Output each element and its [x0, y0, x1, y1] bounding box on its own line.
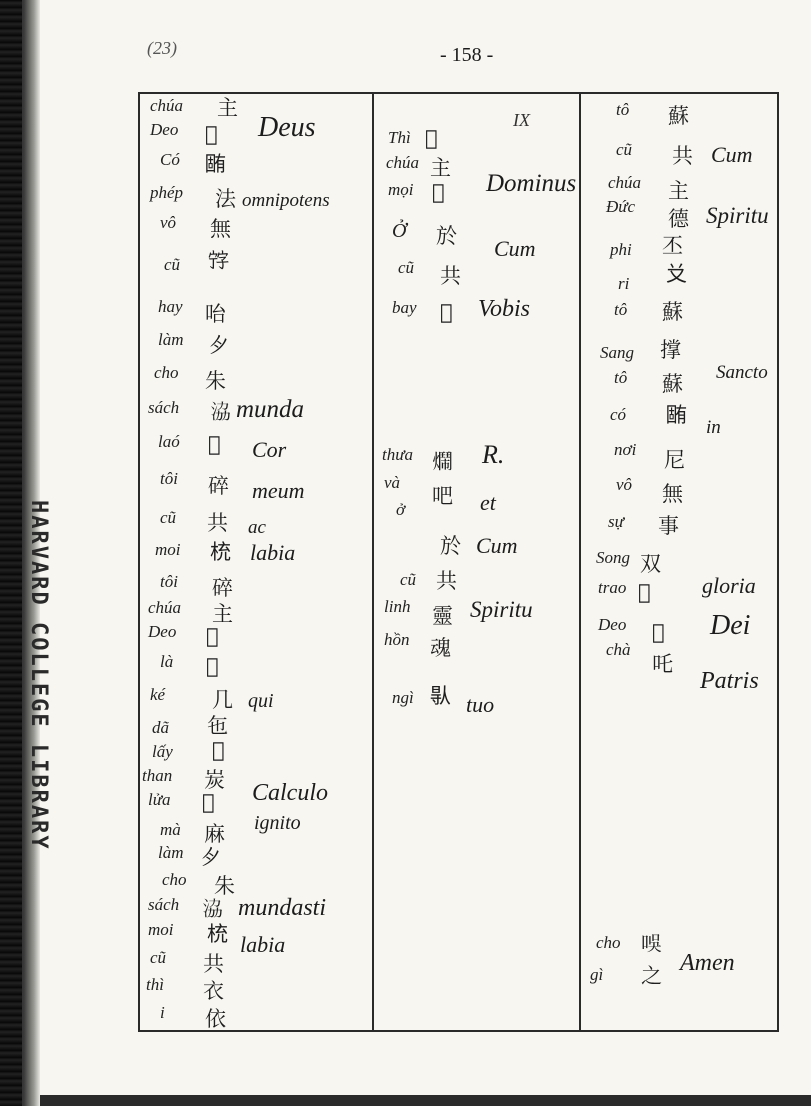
latin-word: meum	[252, 478, 305, 503]
vietnamese-word: nơi	[614, 440, 637, 459]
latin-word: munda	[236, 396, 305, 423]
binding-spine	[0, 0, 22, 1106]
vietnamese-word: chúa	[386, 153, 420, 172]
latin-word: mundasti	[238, 895, 327, 921]
vietnamese-word: là	[160, 652, 174, 671]
chinese-character: 撑	[660, 338, 681, 362]
vietnamese-word: có	[610, 405, 627, 424]
chinese-character: 法	[215, 187, 236, 211]
chinese-character: 炭	[204, 768, 225, 792]
chinese-character: 麻	[204, 822, 225, 846]
vietnamese-word: mà	[160, 820, 181, 839]
table-bottom-rule	[138, 1030, 779, 1032]
chinese-character: 衣	[203, 979, 224, 1003]
chinese-character: 𫜵	[200, 845, 221, 869]
vietnamese-word: trao	[598, 578, 627, 597]
table-left-rule	[138, 92, 140, 1032]
latin-word: Deus	[258, 112, 316, 143]
chinese-character: 事	[658, 514, 679, 538]
latin-word: in	[706, 417, 721, 438]
chinese-character: 魂	[430, 636, 451, 660]
chinese-character: 共	[207, 511, 228, 535]
chinese-character: 德	[668, 207, 689, 231]
vietnamese-word: chúa	[150, 96, 184, 115]
chinese-character: 𢀨	[652, 620, 665, 644]
chinese-character: 碎	[212, 576, 233, 600]
vietnamese-word: sự	[608, 512, 624, 531]
latin-word: et	[480, 490, 496, 515]
chinese-character: 𤈜	[202, 790, 215, 814]
chinese-character: 無	[662, 482, 683, 506]
latin-word: Vobis	[478, 296, 531, 322]
vietnamese-word: Song	[596, 548, 630, 567]
latin-word: gloria	[702, 573, 756, 598]
chinese-character: 𣴚	[202, 897, 223, 921]
chinese-character: 依	[205, 1007, 226, 1031]
vietnamese-word: Deo	[150, 120, 179, 139]
chinese-character: 𠊛	[430, 684, 451, 708]
chinese-character: 咍	[205, 302, 226, 326]
latin-word: Calculo	[252, 780, 328, 806]
vietnamese-word: tôi	[160, 572, 178, 591]
vietnamese-word: than	[142, 766, 173, 785]
chinese-character: 𣎏	[666, 403, 687, 427]
vietnamese-word: ở	[396, 500, 406, 519]
chinese-character: 𡨸	[208, 248, 229, 272]
chinese-character: 𣑁	[210, 540, 231, 564]
folio-mark: (23)	[147, 38, 177, 58]
vietnamese-word: và	[384, 473, 401, 492]
chinese-character: 蘇	[662, 300, 683, 324]
chinese-character: 主	[212, 602, 233, 626]
chinese-character: 𢀨	[205, 122, 218, 146]
chinese-character: 共	[440, 264, 461, 288]
chinese-character: 主	[430, 156, 451, 180]
latin-word: Dei	[710, 610, 751, 641]
vietnamese-word: vô	[616, 475, 633, 494]
chinese-character: 𥙩	[212, 738, 225, 762]
latin-word: labia	[250, 540, 296, 565]
vietnamese-word: cũ	[160, 508, 177, 527]
vietnamese-word: cũ	[150, 948, 167, 967]
chinese-character: 𠱐	[641, 932, 662, 956]
latin-word: Cum	[476, 533, 518, 558]
chinese-character: 尼	[664, 448, 685, 472]
chinese-character: 𣎏	[205, 152, 226, 176]
vietnamese-word: bay	[392, 298, 417, 317]
latin-word: Cor	[252, 437, 287, 462]
latin-word: Patris	[700, 668, 759, 694]
vietnamese-word: cho	[162, 870, 187, 889]
vietnamese-word: gì	[590, 965, 604, 984]
vietnamese-word: dã	[152, 718, 169, 737]
vietnamese-word: chà	[606, 640, 631, 659]
vietnamese-word: moi	[155, 540, 181, 559]
chinese-character: 朱	[205, 369, 226, 393]
latin-word: Dominus	[486, 170, 577, 197]
latin-word: R.	[482, 440, 505, 469]
vietnamese-word: vô	[160, 213, 177, 232]
chinese-character: 𡲤	[638, 580, 651, 604]
latin-word: Spiritu	[706, 203, 769, 228]
vietnamese-word: Đức	[606, 197, 636, 216]
chinese-character: 共	[203, 952, 224, 976]
chinese-character: 主	[668, 179, 689, 203]
chinese-character: 𤳇	[440, 300, 453, 324]
chinese-character: 𣑁	[207, 922, 228, 946]
latin-word: labia	[240, 932, 286, 957]
vietnamese-word: tô	[614, 368, 628, 387]
chinese-character: 双	[640, 552, 661, 576]
latin-word: Amen	[680, 950, 735, 976]
chinese-character: 之	[641, 964, 662, 988]
vietnamese-word: lửa	[148, 790, 171, 809]
chinese-character: 𢀨	[432, 180, 445, 204]
vietnamese-word: tô	[614, 300, 628, 319]
chinese-character: 𤐛	[432, 450, 453, 474]
chinese-character: 主	[217, 96, 238, 120]
vietnamese-word: thưa	[382, 445, 413, 464]
latin-word: qui	[248, 690, 274, 712]
vietnamese-word: hay	[158, 297, 183, 316]
vietnamese-word: moi	[148, 920, 174, 939]
vietnamese-word: cũ	[164, 255, 181, 274]
chinese-character: 吒	[652, 652, 673, 676]
chinese-character: 共	[436, 569, 457, 593]
vietnamese-word: thì	[146, 975, 164, 994]
vietnamese-word: lấy	[152, 742, 173, 761]
column-2-mark: IX	[513, 110, 530, 130]
vietnamese-word: chúa	[608, 173, 642, 192]
chinese-character: 吧	[432, 484, 453, 508]
chinese-character: 朱	[214, 874, 235, 898]
chinese-character: 𠬠	[666, 262, 687, 286]
latin-word: tuo	[466, 692, 495, 717]
vietnamese-word: cho	[154, 363, 179, 382]
column-divider-2	[579, 92, 581, 1032]
vietnamese-word: Sang	[600, 343, 634, 362]
vietnamese-word: ngì	[392, 688, 414, 707]
chinese-character: 㐌	[207, 714, 228, 738]
vietnamese-word: chúa	[148, 598, 182, 617]
chinese-character: 共	[672, 144, 693, 168]
vietnamese-word: làm	[158, 843, 184, 862]
vietnamese-word: laó	[158, 432, 180, 451]
vietnamese-word: tô	[616, 100, 630, 119]
vietnamese-word: cũ	[400, 570, 417, 589]
chinese-character: 𢀨	[206, 624, 219, 648]
vietnamese-word: phi	[610, 240, 632, 259]
vietnamese-word: sách	[148, 895, 180, 914]
latin-word: Cum	[494, 236, 536, 261]
column-divider-1	[372, 92, 374, 1032]
chinese-character: 𣴚	[210, 400, 231, 424]
latin-word: ac	[248, 517, 266, 538]
chinese-character: 蘇	[662, 372, 683, 396]
chinese-character: 𪜀	[206, 654, 219, 678]
chinese-character: 碎	[208, 474, 229, 498]
vietnamese-word: sách	[148, 398, 180, 417]
chinese-character: 几	[212, 688, 233, 712]
chinese-character: 丕	[662, 234, 683, 258]
chinese-character: 𣅶	[425, 126, 438, 150]
vietnamese-word: Có	[160, 150, 180, 169]
vietnamese-word: Thì	[388, 128, 411, 147]
vietnamese-word: Ở	[392, 220, 407, 242]
latin-word: omnipotens	[242, 190, 330, 211]
table-right-rule	[777, 92, 779, 1032]
vietnamese-word: cũ	[616, 140, 633, 159]
page-number: - 158 -	[440, 44, 494, 66]
vietnamese-word: ri	[618, 274, 630, 293]
latin-word: Sancto	[716, 362, 768, 383]
chinese-character: 靈	[432, 604, 453, 628]
chinese-character: 於	[436, 224, 457, 248]
vietnamese-word: tôi	[160, 469, 178, 488]
library-stamp-text: HARVARD COLLEGE LIBRARY	[26, 500, 51, 851]
vietnamese-word: Deo	[598, 615, 627, 634]
vietnamese-word: ké	[150, 685, 166, 704]
vietnamese-word: hồn	[384, 630, 410, 649]
vietnamese-word: làm	[158, 330, 184, 349]
vietnamese-word: Deo	[148, 622, 177, 641]
chinese-character: 無	[210, 217, 231, 241]
chinese-character: 𢚸	[208, 432, 221, 456]
vietnamese-word: cũ	[398, 258, 415, 277]
library-stamp	[22, 500, 52, 970]
latin-word: Cum	[711, 142, 753, 167]
vietnamese-word: cho	[596, 933, 621, 952]
chinese-character: 於	[440, 534, 461, 558]
chinese-character: 蘇	[668, 104, 689, 128]
vietnamese-word: i	[160, 1003, 165, 1022]
latin-word: Spiritu	[470, 597, 533, 622]
page-bottom-edge	[40, 1095, 811, 1106]
vietnamese-word: mọi	[388, 180, 414, 199]
vietnamese-word: phép	[150, 183, 184, 202]
latin-word: ignito	[254, 812, 301, 834]
chinese-character: 𫜵	[208, 333, 229, 357]
vietnamese-word: linh	[384, 597, 411, 616]
